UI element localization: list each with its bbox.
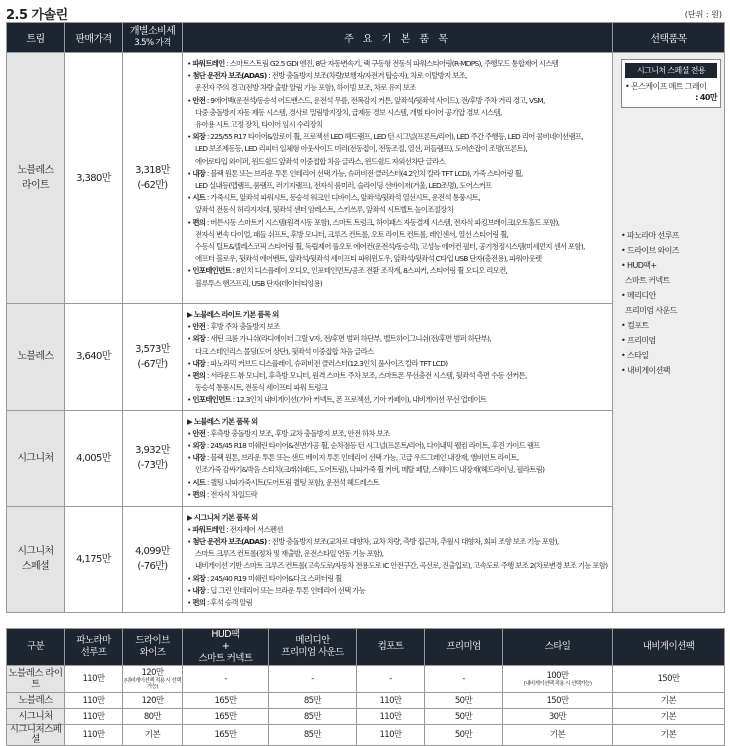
feature-line xyxy=(187,156,608,168)
option-header: 내비게이션팩 xyxy=(613,629,725,666)
feature-line: • 편의 : 전자식 차일드락 xyxy=(187,489,258,499)
feature-line xyxy=(187,548,608,560)
feature-text: : 새틴 크롬 가니쉬(라디에이터 그릴 V자, 전/후면 범퍼 하단부, 벨트하이그니쉬(전/후면 범퍼 하단부), xyxy=(205,334,491,344)
feature-line: • 시트 : 가죽시트, 앞좌석 파워시트, 동승석 워크인 디바이스, 앞좌석/뒷좌석 열선시트, 운전석 통풍시트, xyxy=(187,193,480,203)
feature-line xyxy=(187,82,608,94)
feature-category: 인포테인먼트 xyxy=(192,266,231,276)
option-price: 30만 xyxy=(503,709,613,725)
selectable-item: 프리미엄 사운드 xyxy=(621,306,677,315)
feature-line xyxy=(187,204,608,216)
feature-category: 내장 xyxy=(192,453,206,463)
trim-tax-price: 3,318만 (-62만) xyxy=(123,53,183,304)
trim-name: 시그니처 스페셜 xyxy=(7,506,65,613)
feature-category: 외장 xyxy=(192,573,206,583)
option-row-trim: 노블레스 xyxy=(7,693,65,709)
feature-line: • 첨단 운전자 보조(ADAS) : 전방 충돌방지 보조(차량/보행자/자전거 탑승자), 차로 이탈방지 보조, xyxy=(187,71,467,81)
special-only-box xyxy=(621,59,721,108)
feature-text: 전자식 변속 다이얼, 패들 쉬프트, 후방 모니터, 크루즈 컨트롤, 오토 라이트 컨트롤, 레인센서, 열선 스티어링 휠, xyxy=(195,229,509,239)
option-header: 드라이브 와이즈 xyxy=(123,629,183,666)
selectable-item: • 스타일 xyxy=(621,351,649,360)
feature-line: • 안전 : 후측방 충돌방지 보조, 후방 교차 충돌방지 보조, 안전 하차 보조 xyxy=(187,428,390,438)
option-price: 120만 (내비게이션팩 적용 시 선택가능) xyxy=(123,666,183,693)
feature-list xyxy=(183,304,613,411)
feature-text: 내비게이션 기반 스마트 크루즈 컨트롤(고속도로/자동차 전용도로 IC 안전구간, 곡선로, 진출입로), 고속도로 주행 보조 2(차로변경 보조 기능 포함) xyxy=(195,561,608,571)
trim-price: 3,380만 xyxy=(65,53,123,304)
trim-tax-price: 3,932만 (-73만) xyxy=(123,410,183,506)
option-row xyxy=(7,666,725,693)
feature-category: 외장 xyxy=(192,334,206,344)
option-header: 구분 xyxy=(7,629,65,666)
option-price: 165만 xyxy=(183,709,269,725)
trim-name: 시그니처 xyxy=(7,410,65,506)
feature-line: • 편의 : 서라운드 뷰 모니터, 후측방 모니터, 원격 스마트 주차 보조, 스마트폰 무선충전 시스템, 뒷좌석 측면 수동 선커튼, xyxy=(187,371,527,381)
feature-category: 안전 xyxy=(192,428,206,438)
option-price: 110만 xyxy=(357,725,425,746)
option-price: 기본 xyxy=(613,725,725,746)
feature-list xyxy=(183,410,613,506)
feature-line xyxy=(187,382,608,394)
option-price: - xyxy=(183,666,269,693)
feature-category: 편의 xyxy=(192,598,206,608)
feature-text: : 블랙 원톤, 브라운 투톤 또는 샌드 베이지 투톤 인테리어 선택 가능, 고급 우드그레인 내장재, 앰비언트 라이트, xyxy=(205,453,519,463)
header-features: 주 요 기 본 품 목 xyxy=(183,23,613,53)
option-price: 85만 xyxy=(269,693,357,709)
option-price: 165만 xyxy=(183,725,269,746)
trim-tax-price: 4,099만 (-76만) xyxy=(123,506,183,613)
feature-category: 안전 xyxy=(192,322,206,332)
option-price: 120만 xyxy=(123,693,183,709)
option-row-trim: 시그니처 xyxy=(7,709,65,725)
feature-line xyxy=(187,180,608,192)
feature-text: : 전자식 차일드락 xyxy=(205,489,258,499)
feature-category: 외장 xyxy=(192,441,206,451)
feature-line: • 안전 : 9에어백(운전석/동승석 어드밴스드, 운전석 무릎, 전복감지 커튼, 앞좌석/뒷좌석 사이드), 전/후방 주차 거리 경고, VSM, xyxy=(187,95,545,105)
feature-line: • 첨단 운전자 보조(ADAS) : 전방 충돌방지 보조(교차로 대향차, 교차 차량, 측방 접근차, 추월시 대향차, 회피 조향 보조 기능 포함), xyxy=(187,537,559,547)
option-row-trim: 노블레스 라이트 xyxy=(7,666,65,693)
option-price: - xyxy=(357,666,425,693)
feature-line: • 인포테인먼트 : 12.3인치 내비게이션(기아 커넥트, 폰 프로젝션, 기아 카페이), 내비게이션 무선 업데이트 xyxy=(187,395,487,405)
option-header: HUD팩 + 스마트 커넥트 xyxy=(183,629,269,666)
selectable-item: • 프리미엄 xyxy=(621,336,656,345)
feature-text: 다중 충돌방지 자동 제동 시스템, 경사로 밀림방지장치, 급제동 경보 시스템, 개별 타이어 공기압 경보 시스템, xyxy=(195,107,502,117)
feature-text: : 퀼팅 나파가죽시트(도어트림 퀼팅 포함), 운전석 헤드레스트 xyxy=(205,477,380,487)
option-price: - xyxy=(269,666,357,693)
feature-category: 내장 xyxy=(192,585,206,595)
header-trim: 트림 xyxy=(7,23,65,53)
feature-text: : 전방 충돌방지 보조(교차로 대향차, 교차 차량, 측방 접근차, 추월시 대향차, 회피 조향 보조 기능 포함), xyxy=(266,537,559,547)
option-row xyxy=(7,725,725,746)
option-header: 프리미엄 xyxy=(425,629,503,666)
price-table xyxy=(6,22,725,613)
feature-text: : 후방 주차 충돌방지 보조 xyxy=(205,322,280,332)
option-price: 165만 xyxy=(183,693,269,709)
feature-text: : 12.3인치 내비게이션(기아 커넥트, 폰 프로젝션, 기아 카페이), 내비게이션 무선 업데이트 xyxy=(230,395,487,405)
feature-text: 유아용 시트 고정 장치, 타이어 임시 수리장치 xyxy=(195,120,323,130)
feature-category: 시트 xyxy=(192,477,206,487)
feature-text: : 245/40 R19 미쉐린 타이어&다크 스퍼터링 휠 xyxy=(205,573,342,583)
page-title: 2.5 가솔린 xyxy=(6,8,68,23)
option-price: 110만 xyxy=(357,693,425,709)
selectable-item: • 컴포트 xyxy=(621,321,649,330)
feature-category: 첨단 운전자 보조(ADAS) xyxy=(192,71,267,81)
trim-price: 4,005만 xyxy=(65,410,123,506)
feature-category: 시트 xyxy=(192,193,206,203)
option-row-trim: 시그니처스페셜 xyxy=(7,725,65,746)
option-row xyxy=(7,693,725,709)
feature-category: 편의 xyxy=(192,489,206,499)
selectable-item: 스마트 커넥트 xyxy=(621,276,670,285)
feature-text: 동승석 통풍시트, 전동식 세이프티 파워 트렁크 xyxy=(195,383,328,393)
feature-line xyxy=(187,119,608,131)
option-price-table xyxy=(6,628,725,746)
selectable-options xyxy=(613,53,725,613)
feature-text: 운전자 주의 경고(전방 차량 출발 알림 기능 포함), 하이빔 보조, 차로 유지 보조 xyxy=(195,83,416,93)
feature-line: • 내장 : 딥 그린 인테리어 또는 브라운 투톤 인테리어 선택 가능 xyxy=(187,585,366,595)
feature-category: 첨단 운전자 보조(ADAS) xyxy=(192,537,267,547)
feature-list xyxy=(183,53,613,304)
feature-text: LED 실내등(맵램프, 룸램프, 러기지램프), 전자식 룸미러, 슬라이딩 선바이저(거울, LED조명), 도어스커프 xyxy=(195,181,492,191)
feature-section-header: ▶ 노블레스 라이트 기본 품목 외 xyxy=(187,310,279,319)
option-price: 기본 xyxy=(613,709,725,725)
feature-text: : 파노라믹 커브드 디스플레이, 슈퍼비전 클러스터(12.3인치 풀사이즈 칼라 TFT LCD) xyxy=(205,358,448,368)
header-selectable: 선택품목 xyxy=(613,23,725,53)
feature-text: 다크 스테인리스 몰딩(도어 상단), 뒷좌석 이중접합 차음 글라스 xyxy=(195,346,374,356)
feature-line: • 파워트레인 : 전자제어 서스펜션 xyxy=(187,524,283,534)
option-price: 50만 xyxy=(425,725,503,746)
option-price: 85만 xyxy=(269,725,357,746)
option-price: 100만 (내비게이션팩 적용 시 선택가능) xyxy=(503,666,613,693)
option-note: (내비게이션팩 적용 시 선택가능) xyxy=(124,677,181,690)
option-price: 110만 xyxy=(65,666,123,693)
feature-text: LED 보조제동등, LED 리피터 일체형 아웃사이드 미러(전동접이, 전동조절, 열선, 퍼들램프), 도어손잡이 조명(프론트), xyxy=(195,144,527,154)
header-tax-price: 개별소비세 3.5% 가격 xyxy=(123,23,183,53)
feature-text: : 전자제어 서스펜션 xyxy=(224,524,283,534)
feature-line xyxy=(187,278,608,290)
feature-text: : 8인치 디스플레이 오디오, 인포테인먼트/공조 전환 조작계, 8스피커, 스티어링 휠 오디오 리모컨, xyxy=(230,266,508,276)
option-row xyxy=(7,709,725,725)
option-note: (내비게이션팩 적용 시 선택가능) xyxy=(523,680,592,687)
feature-text: : 225/55 R17 타이어&알로이 휠, 프로젝션 LED 헤드램프, LED 턴 시그널(프론트/리어), LED 주간 주행등, LED 리어 콤비네이션램프, xyxy=(205,132,583,142)
feature-text: : 딥 그린 인테리어 또는 브라운 투톤 인테리어 선택 가능 xyxy=(205,585,366,595)
feature-list xyxy=(183,506,613,613)
feature-text: 에어로타입 와이퍼, 윈드쉴드 앞좌석 이중접합 차음 글라스, 윈드쉴드 자외선차단 글라스 xyxy=(195,156,445,166)
option-price: 80만 xyxy=(123,709,183,725)
feature-line xyxy=(187,253,608,265)
feature-text: 앞좌석 전동식 허리지지대, 뒷좌석 센터 암레스트, 스키쓰루, 앞좌석 시트벨트 높이조절장치 xyxy=(195,205,454,215)
feature-text: : 후측방 충돌방지 보조, 후방 교차 충돌방지 보조, 안전 하차 보조 xyxy=(205,428,390,438)
trim-price: 4,175만 xyxy=(65,506,123,613)
feature-text: : 245/45 R18 미쉐린 타이어&전면가공 휠, 순차점등 턴 시그널(프론트/리어), 다이내믹 웰컴 라이트, 후진 가이드 램프 xyxy=(205,441,540,451)
special-only-title: 시그니처 스페셜 전용 xyxy=(625,63,717,78)
feature-line xyxy=(187,107,608,119)
feature-text: : 서라운드 뷰 모니터, 후측방 모니터, 원격 스마트 주차 보조, 스마트폰 무선충전 시스템, 뒷좌석 측면 수동 선커튼, xyxy=(205,371,527,381)
unit-label: (단위 : 원) xyxy=(684,10,722,19)
option-header-row xyxy=(7,629,725,666)
selectable-item: • 드라이브 와이즈 xyxy=(621,246,679,255)
feature-text: : 가죽시트, 앞좌석 파워시트, 동승석 워크인 디바이스, 앞좌석/뒷좌석 열선시트, 운전석 통풍시트, xyxy=(205,193,480,203)
feature-line xyxy=(187,560,608,572)
option-price: 기본 xyxy=(503,725,613,746)
feature-line: • 외장 : 245/40 R19 미쉐린 타이어&다크 스퍼터링 휠 xyxy=(187,573,342,583)
trim-price: 3,640만 xyxy=(65,304,123,411)
feature-line: • 안전 : 후방 주차 충돌방지 보조 xyxy=(187,322,280,332)
option-header: 스타일 xyxy=(503,629,613,666)
feature-line: • 내장 : 블랙 원톤, 브라운 투톤 또는 샌드 베이지 투톤 인테리어 선택 가능, 고급 우드그레인 내장재, 앰비언트 라이트, xyxy=(187,453,519,463)
feature-category: 안전 xyxy=(192,95,206,105)
trim-name: 노블레스 xyxy=(7,304,65,411)
feature-text: : 버튼시동 스마트키 시스템(원격시동 포함), 스마트 트렁크, 하이패스 자동결제 시스템, 전자식 파킹브레이크(오토홀드 포함), xyxy=(205,217,560,227)
option-header: 컴포트 xyxy=(357,629,425,666)
option-header: 메리디안 프리미엄 사운드 xyxy=(269,629,357,666)
feature-text: : 전방 충돌방지 보조(차량/보행자/자전거 탑승자), 차로 이탈방지 보조, xyxy=(266,71,467,81)
option-price: 기본 xyxy=(613,693,725,709)
special-only-item: • 몬스케이프 매트 그레이 xyxy=(625,82,707,91)
feature-category: 편의 xyxy=(192,371,206,381)
feature-category: 편의 xyxy=(192,217,206,227)
feature-text: 애프터 블로우, 뒷좌석 에어벤트, 앞좌석/뒷좌석 세이프티 파워윈도우, 앞좌석/뒷좌석 C타입 USB 단자(충전용), 파워아웃렛 xyxy=(195,254,542,264)
feature-category: 내장 xyxy=(192,358,206,368)
selectable-list xyxy=(621,228,724,378)
option-header: 파노라마 선루프 xyxy=(65,629,123,666)
feature-text: : 9에어백(운전석/동승석 어드밴스드, 운전석 무릎, 전복감지 커튼, 앞좌석/뒷좌석 사이드), 전/후방 주차 거리 경고, VSM, xyxy=(205,95,545,105)
feature-text: : 후석 승객 알림 xyxy=(205,598,253,608)
feature-category: 파워트레인 xyxy=(192,524,225,534)
feature-line: • 인포테인먼트 : 8인치 디스플레이 오디오, 인포테인먼트/공조 전환 조작계, 8스피커, 스티어링 휠 오디오 리모컨, xyxy=(187,266,508,276)
special-only-price: : 40만 xyxy=(695,93,717,102)
option-price: 150만 xyxy=(503,693,613,709)
feature-text: 블루투스 핸즈프리, USB 단자(데이터티잉용) xyxy=(195,278,323,288)
feature-category: 내장 xyxy=(192,168,206,178)
option-price: 기본 xyxy=(123,725,183,746)
feature-line: • 내장 : 블랙 원톤 또는 브라운 투톤 인테리어 선택 가능, 슈퍼비전 클러스터(4.2인치 칼라 TFT LCD), 가죽 스티어링 휠, xyxy=(187,168,523,178)
feature-line xyxy=(187,143,608,155)
selectable-item: • HUD팩+ xyxy=(621,261,657,270)
feature-line: • 편의 : 후석 승객 알림 xyxy=(187,598,253,608)
feature-line: • 외장 : 225/55 R17 타이어&알로이 휠, 프로젝션 LED 헤드램프, LED 턴 시그널(프론트/리어), LED 주간 주행등, LED 리어 콤비네이션램프, xyxy=(187,132,583,142)
option-price: 85만 xyxy=(269,709,357,725)
feature-text: : 블랙 원톤 또는 브라운 투톤 인테리어 선택 가능, 슈퍼비전 클러스터(4.2인치 칼라 TFT LCD), 가죽 스티어링 휠, xyxy=(205,168,523,178)
trim-tax-price: 3,573만 (-67만) xyxy=(123,304,183,411)
feature-line xyxy=(187,346,608,358)
feature-section-header: ▶ 노블레스 기본 품목 외 xyxy=(187,416,258,426)
selectable-item: • 메리디안 xyxy=(621,291,656,300)
feature-line xyxy=(187,241,608,253)
feature-category: 인포테인먼트 xyxy=(192,395,231,405)
feature-line: • 내장 : 파노라믹 커브드 디스플레이, 슈퍼비전 클러스터(12.3인치 풀사이즈 칼라 TFT LCD) xyxy=(187,358,448,368)
trim-name: 노블레스 라이트 xyxy=(7,53,65,304)
header-price: 판매가격 xyxy=(65,23,123,53)
feature-line xyxy=(187,229,608,241)
feature-category: 파워트레인 xyxy=(192,59,225,68)
option-price: 110만 xyxy=(65,693,123,709)
feature-text: : 스마트스트림 G2.5 GDI 엔진, 8단 자동변속기, 랙 구동형 전동식 파워스티어링(R-MDPS), 주행모드 통합제어 시스템 xyxy=(224,59,559,68)
option-price: 110만 xyxy=(357,709,425,725)
selectable-item: • 파노라마 선루프 xyxy=(621,231,679,240)
option-price: 110만 xyxy=(65,725,123,746)
feature-text: 수동식 틸트&텔레스코픽 스티어링 휠, 독립제어 풀오토 에어컨(운전석/동승석), 고성능 에어컨 필터, 공기청정시스템(미세먼지 센서 포함), xyxy=(195,242,585,252)
feature-line xyxy=(187,464,608,476)
feature-line: • 외장 : 245/45 R18 미쉐린 타이어&전면가공 휠, 순차점등 턴 시그널(프론트/리어), 다이내믹 웰컴 라이트, 후진 가이드 램프 xyxy=(187,441,540,451)
option-price: 150만 xyxy=(613,666,725,693)
feature-line: • 편의 : 버튼시동 스마트키 시스템(원격시동 포함), 스마트 트렁크, 하이패스 자동결제 시스템, 전자식 파킹브레이크(오토홀드 포함), xyxy=(187,217,560,227)
feature-line: • 외장 : 새틴 크롬 가니쉬(라디에이터 그릴 V자, 전/후면 범퍼 하단부, 벨트하이그니쉬(전/후면 범퍼 하단부), xyxy=(187,334,491,344)
feature-line: • 파워트레인 : 스마트스트림 G2.5 GDI 엔진, 8단 자동변속기, 랙 구동형 전동식 파워스티어링(R-MDPS), 주행모드 통합제어 시스템 xyxy=(187,59,559,68)
feature-text: 인조가죽 감싸기&박음 스티치(크래쉬패드, 도어트림), 나파가죽 휠 커버, 메탈 페달, 스웨이드 내장재(헤드라이닝, 필라트림) xyxy=(195,465,545,475)
feature-text: 스마트 크루즈 컨트롤(정차 및 재출발, 운전스타일 연동 기능 포함), xyxy=(195,549,384,559)
feature-section-header: ▶ 시그니처 기본 품목 외 xyxy=(187,512,258,522)
option-price: 50만 xyxy=(425,709,503,725)
option-price: 50만 xyxy=(425,693,503,709)
feature-line: • 시트 : 퀼팅 나파가죽시트(도어트림 퀼팅 포함), 운전석 헤드레스트 xyxy=(187,477,380,487)
option-price: - xyxy=(425,666,503,693)
selectable-item: • 내비게이션팩 xyxy=(621,366,670,375)
feature-category: 외장 xyxy=(192,132,206,142)
option-price: 110만 xyxy=(65,709,123,725)
